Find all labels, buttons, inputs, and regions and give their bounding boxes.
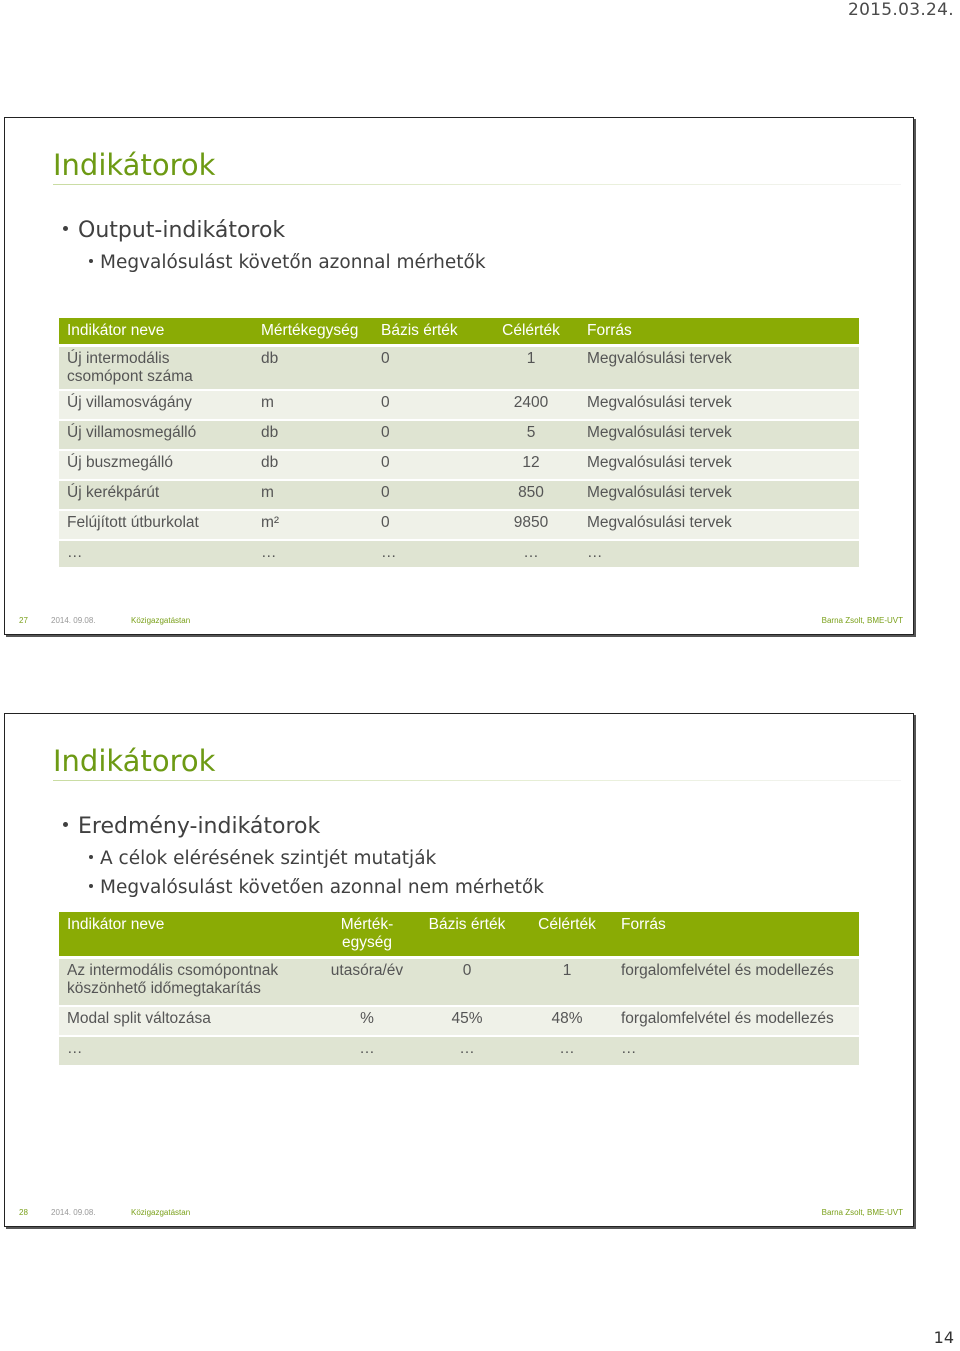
table-cell: …: [321, 1037, 413, 1067]
bullet-dot-icon: [89, 884, 93, 888]
table-cell: Felújított útburkolat: [59, 511, 253, 541]
sub-bullet-text: Megvalósulást követőn azonnal mérhetők: [100, 252, 486, 273]
footer-date: 2014. 09.08.: [51, 616, 96, 625]
table-row: [59, 391, 859, 421]
table-cell: …: [413, 1037, 521, 1067]
table-cell: …: [59, 541, 253, 569]
bullet-dot-icon: [63, 822, 68, 827]
header-cell: Indikátor neve: [59, 912, 321, 959]
table-cell: 45%: [413, 1007, 521, 1037]
header-cell: Forrás: [613, 912, 859, 959]
slide-footer: [5, 616, 913, 630]
table-cell: 0: [373, 391, 483, 421]
table-cell: 0: [373, 511, 483, 541]
table-cell: Megvalósulási tervek: [579, 511, 859, 541]
slide-footer: [5, 1208, 913, 1222]
table-cell: db: [253, 421, 373, 451]
header-cell: Bázis érték: [373, 318, 483, 347]
table-cell: 850: [483, 481, 579, 511]
header-cell: Célérték: [483, 318, 579, 347]
bullet-dot-icon: [89, 855, 93, 859]
table-cell: Új villamosvágány: [59, 391, 253, 421]
slide-27: [4, 117, 914, 635]
table-row: [59, 959, 859, 1007]
bullet-dot-icon: [63, 226, 68, 231]
table-cell: Új buszmegálló: [59, 451, 253, 481]
table-cell: Az intermodális csomópontnak köszönhető időmegtakarítás: [59, 959, 321, 1007]
table-cell: 12: [483, 451, 579, 481]
output-indicators-table: [59, 318, 859, 569]
table-cell: m: [253, 391, 373, 421]
slide-28: [4, 713, 914, 1227]
header-cell: Célérték: [521, 912, 613, 959]
bullet-dot-icon: [89, 259, 93, 263]
table-cell: 48%: [521, 1007, 613, 1037]
table-header-row: [59, 912, 859, 959]
table-cell: 0: [373, 421, 483, 451]
bullet-text: Eredmény-indikátorok: [78, 814, 321, 839]
table-cell: 0: [373, 347, 483, 391]
slide-number: 27: [19, 616, 28, 625]
table-cell: 0: [373, 481, 483, 511]
table-row: [59, 421, 859, 451]
bullet-level1: [63, 218, 285, 243]
table-cell: 9850: [483, 511, 579, 541]
footer-subject: Közigazgatástan: [131, 616, 191, 625]
bullet-level2: [89, 252, 486, 273]
bullet-level2: [89, 848, 436, 869]
table-cell: %: [321, 1007, 413, 1037]
slide-number: 28: [19, 1208, 28, 1217]
table-row: [59, 451, 859, 481]
table-cell: 1: [521, 959, 613, 1007]
table-cell: Megvalósulási tervek: [579, 481, 859, 511]
table-cell: …: [579, 541, 859, 569]
table-cell: …: [253, 541, 373, 569]
table-header-row: [59, 318, 859, 347]
result-indicators-table: [59, 912, 859, 1067]
header-cell: Mérték-egység: [321, 912, 413, 959]
table-cell: Új intermodális csomópont száma: [59, 347, 253, 391]
table-cell: m²: [253, 511, 373, 541]
table-cell: Új villamosmegálló: [59, 421, 253, 451]
table-cell: Megvalósulási tervek: [579, 347, 859, 391]
table-cell: …: [521, 1037, 613, 1067]
table-cell: …: [373, 541, 483, 569]
footer-author: Barna Zsolt, BME-UVT: [821, 616, 903, 625]
page-date: 2015.03.24.: [847, 0, 954, 20]
table-cell: Megvalósulási tervek: [579, 421, 859, 451]
table-cell: Megvalósulási tervek: [579, 391, 859, 421]
title-divider: [53, 780, 901, 781]
table-cell: 0: [413, 959, 521, 1007]
footer-date: 2014. 09.08.: [51, 1208, 96, 1217]
table-cell: Modal split változása: [59, 1007, 321, 1037]
table-row: [59, 1037, 859, 1067]
table-cell: m: [253, 481, 373, 511]
slide-title: Indikátorok: [53, 744, 216, 778]
sub-bullet-text: A célok elérésének szintjét mutatják: [100, 848, 437, 869]
table-cell: forgalomfelvétel és modellezés: [613, 1007, 859, 1037]
table-row: [59, 347, 859, 391]
header-cell: Mértékegység: [253, 318, 373, 347]
table-cell: 2400: [483, 391, 579, 421]
table-row: [59, 511, 859, 541]
table-cell: db: [253, 347, 373, 391]
table-cell: 1: [483, 347, 579, 391]
table-cell: Új kerékpárút: [59, 481, 253, 511]
header-cell: Bázis érték: [413, 912, 521, 959]
table-row: [59, 541, 859, 569]
slide-title: Indikátorok: [53, 148, 216, 182]
sub-bullet-text: Megvalósulást követően azonnal nem mérhetők: [100, 877, 544, 898]
bullet-text: Output-indikátorok: [78, 218, 286, 243]
table-cell: …: [613, 1037, 859, 1067]
page-number: 14: [933, 1328, 954, 1347]
header-cell: Forrás: [579, 318, 859, 347]
table-row: [59, 481, 859, 511]
table-cell: forgalomfelvétel és modellezés: [613, 959, 859, 1007]
title-divider: [53, 184, 901, 185]
bullet-level2: [89, 877, 544, 898]
footer-author: Barna Zsolt, BME-UVT: [821, 1208, 903, 1217]
table-cell: utasóra/év: [321, 959, 413, 1007]
table-cell: …: [59, 1037, 321, 1067]
table-cell: 0: [373, 451, 483, 481]
bullet-level1: [63, 814, 320, 839]
table-cell: Megvalósulási tervek: [579, 451, 859, 481]
footer-subject: Közigazgatástan: [131, 1208, 191, 1217]
table-cell: 5: [483, 421, 579, 451]
table-cell: …: [483, 541, 579, 569]
header-cell: Indikátor neve: [59, 318, 253, 347]
table-cell: db: [253, 451, 373, 481]
table-row: [59, 1007, 859, 1037]
